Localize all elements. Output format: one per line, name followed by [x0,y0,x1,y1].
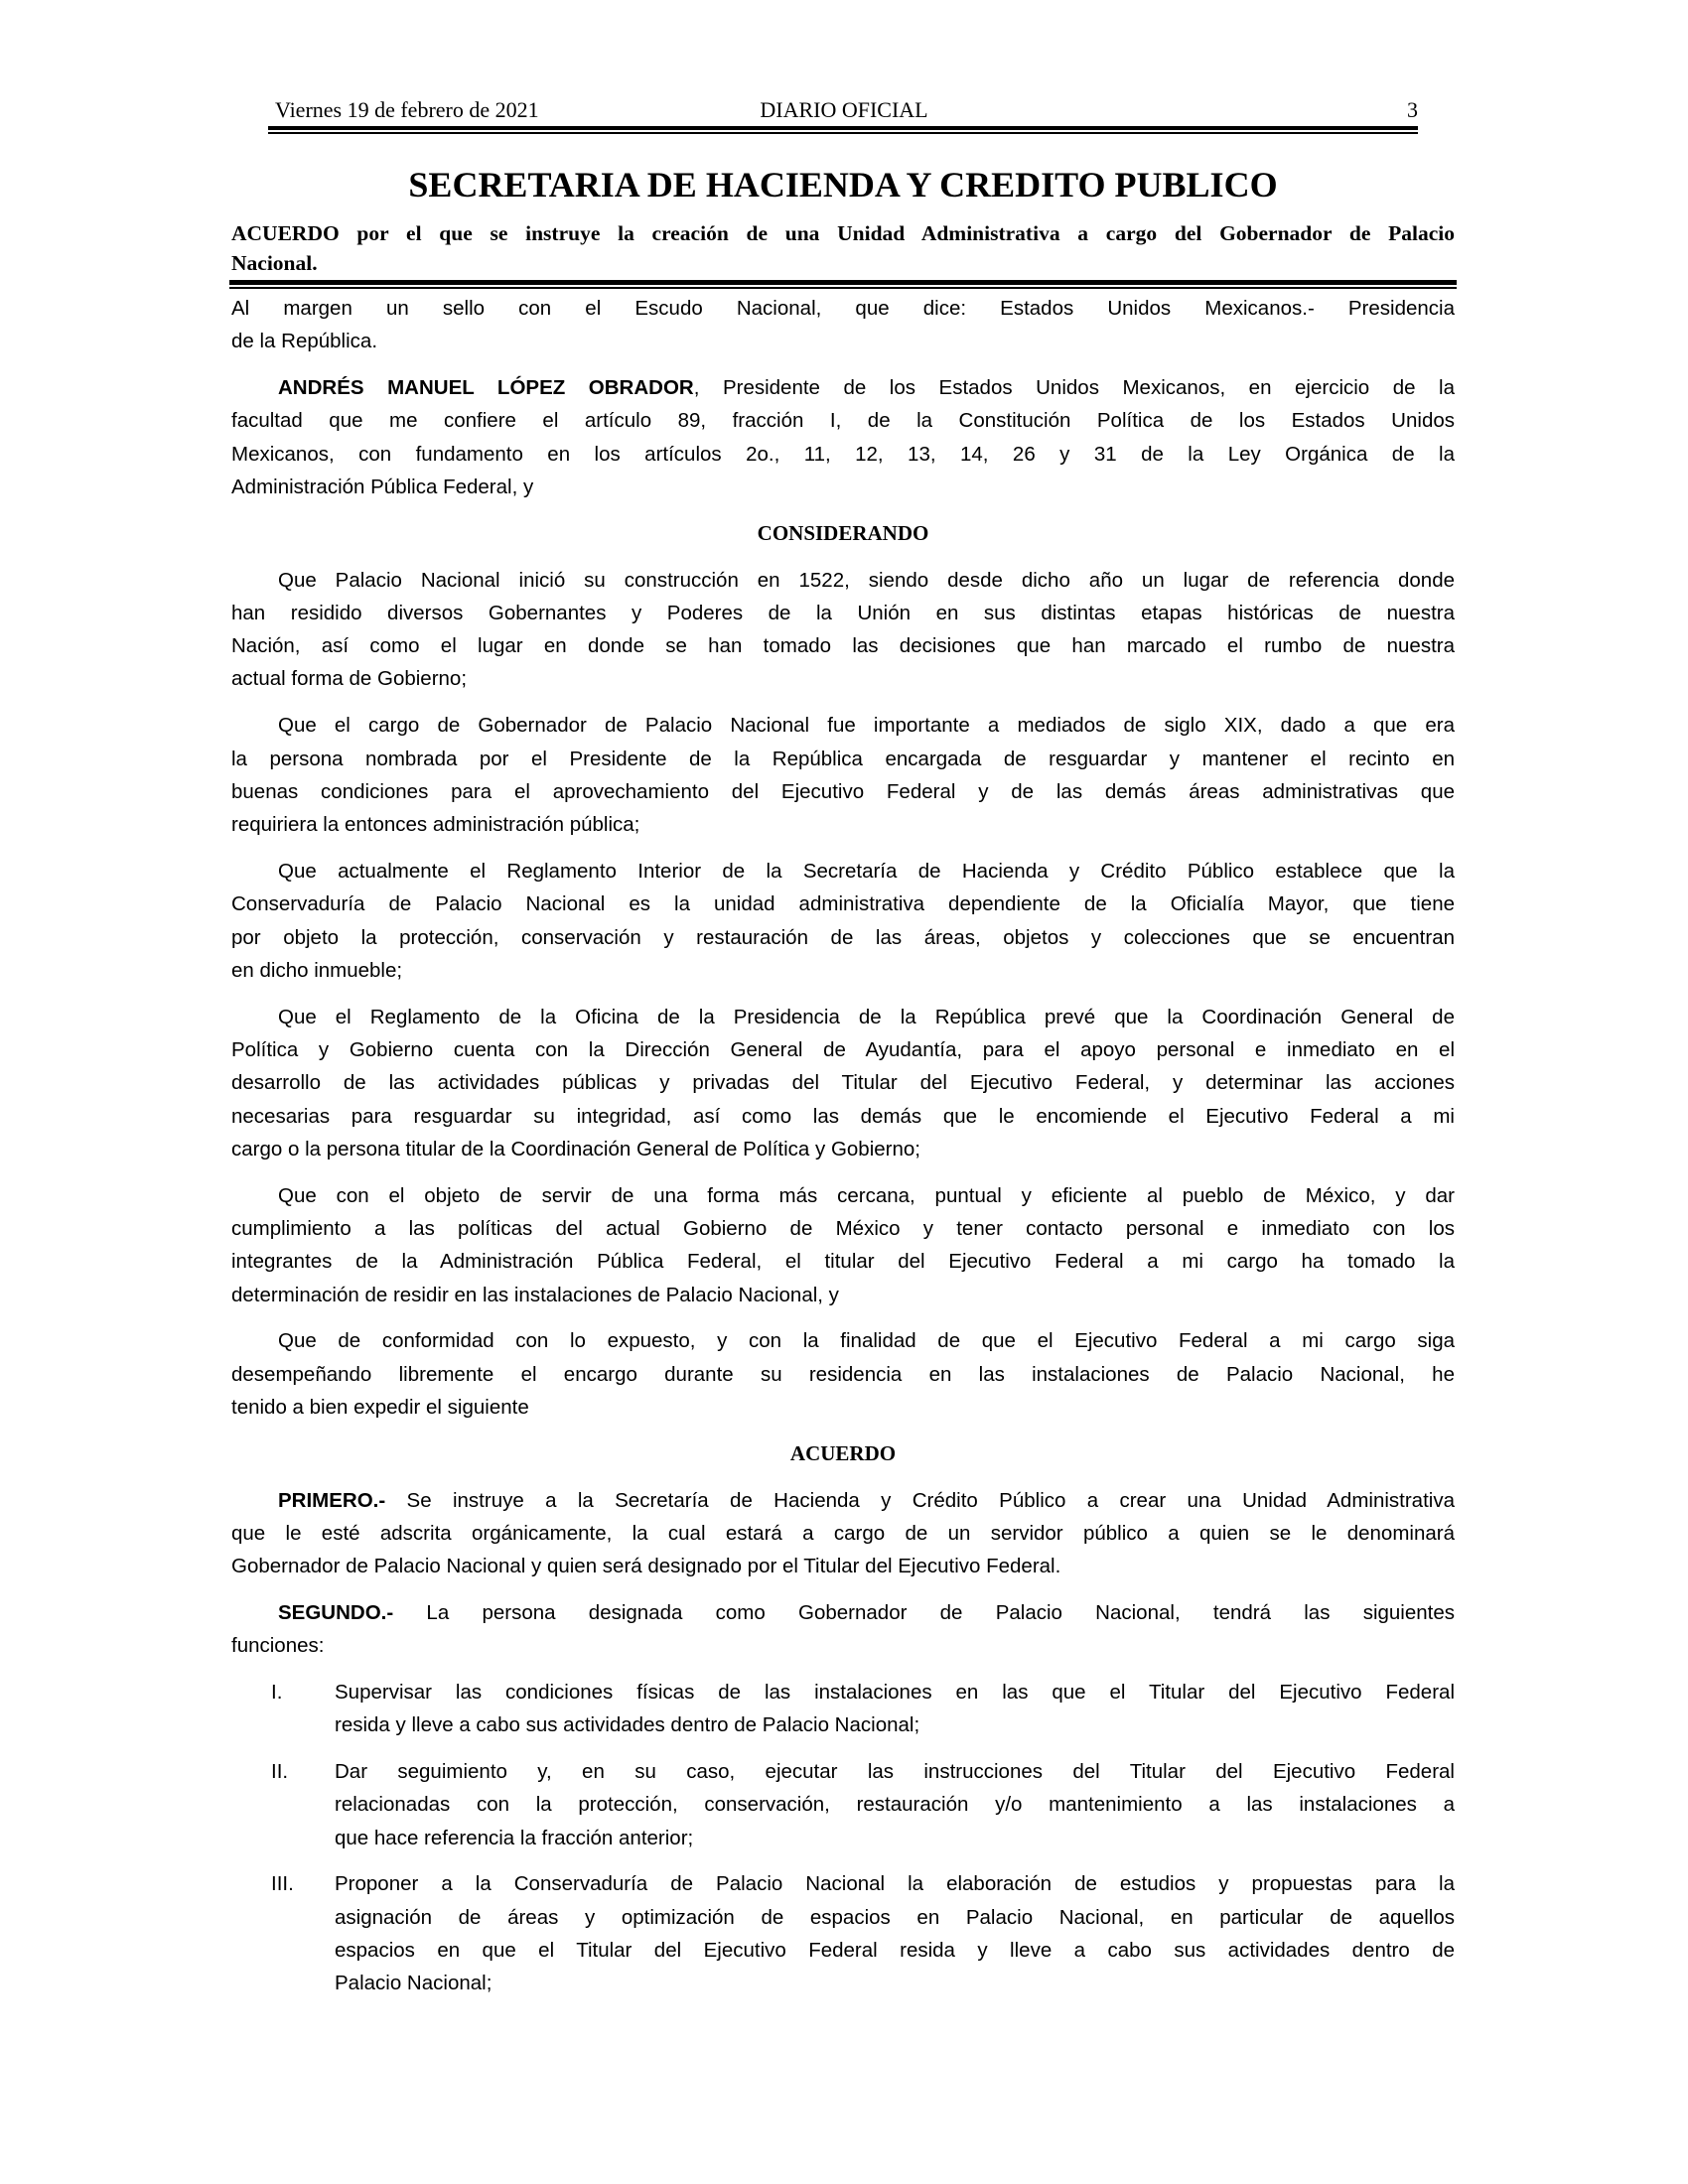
text-line: Gobernador de Palacio Nacional y quien será designado por el Titular del Ejecutivo Federal. [231,1555,1061,1578]
text-run: La persona designada como Gobernador de Palacio Nacional, tendrá las siguientes [393,1600,1455,1624]
text-line: Que de conformidad con lo expuesto, y con la finalidad de que el Ejecutivo Federal a mi cargo siga [278,1329,1455,1353]
text-line: Palacio Nacional; [335,1972,492,1995]
text-line: requiriera la entonces administración pública; [231,813,640,837]
text-line: de la República. [231,330,378,353]
publication-name: DIARIO OFICIAL [760,97,928,122]
text-line: en dicho inmueble; [231,958,403,982]
text-line: Conservaduría de Palacio Nacional es la unidad administrativa dependiente de la Oficialía Mayor, que tiene [231,892,1455,916]
section-title: SECRETARIA DE HACIENDA Y CREDITO PUBLICO [408,165,1278,205]
text-line: actual forma de Gobierno; [231,667,468,691]
fraction-number: I. [271,1680,283,1704]
text-line: la persona nombrada por el Presidente de la República encargada de resguardar y mantener el recinto en [231,747,1455,770]
text-line: Que el Reglamento de la Oficina de la Presidencia de la República prevé que la Coordinación General de [278,1005,1455,1028]
rule-thin-line [268,132,1418,134]
document-body [231,292,1455,2013]
fraction-item [231,1867,1455,1999]
rule-thin-line [229,287,1457,289]
fraction-item [231,1676,1455,1742]
text-line: buenas condiciones para el aprovechamiento del Ejecutivo Federal y de las demás áreas administrativas que [231,779,1455,803]
text-line: Administración Pública Federal, y [231,475,534,498]
title-double-rule [229,280,1457,290]
president-name: ANDRÉS MANUEL LÓPEZ OBRADOR [278,376,694,400]
text-line: Que actualmente el Reglamento Interior de la Secretaría de Hacienda y Crédito Público establece que la [278,859,1455,883]
fraction-number: II. [271,1760,289,1784]
text-run: Se instruye a la Secretaría de Hacienda y Crédito Público a crear una Unidad Administrativa [385,1488,1455,1512]
text-line: Al margen un sello con el Escudo Nacional, que dice: Estados Unidos Mexicanos.- Presidencia [231,297,1455,320]
text-line: determinación de residir en las instalaciones de Palacio Nacional, y [231,1283,839,1306]
article-primero [231,1484,1455,1583]
text-line: necesarias para resguardar su integridad, así como las demás que le encomiende el Ejecutivo Federal a mi [231,1104,1455,1128]
text-line: Que el cargo de Gobernador de Palacio Nacional fue importante a mediados de siglo XIX, dado a que era [278,714,1455,738]
text-line: cargo o la persona titular de la Coordinación General de Política y Gobierno; [231,1137,920,1160]
considerando-heading: CONSIDERANDO [757,520,929,545]
running-header [270,95,1418,125]
text-line: Política y Gobierno cuenta con la Dirección General de Ayudantía, para el apoyo personal e inmediato en el [231,1037,1455,1061]
preamble [231,371,1455,503]
seal-note [231,292,1455,358]
text-line: Proponer a la Conservaduría de Palacio Nacional la elaboración de estudios y propuestas para la [335,1872,1455,1896]
acuerdo-heading: ACUERDO [789,1440,897,1465]
text-line: facultad que me confiere el artículo 89, fracción I, de la Constitución Política de los Estados Unidos [231,409,1455,433]
text-line: Que Palacio Nacional inició su construcción en 1522, siendo desde dicho año un lugar de referencia donde [278,568,1455,592]
text-line: han residido diversos Gobernantes y Poderes de la Unión en sus distintas etapas históricas de nuestra [231,601,1455,624]
issue-date: Viernes 19 de febrero de 2021 [275,97,539,122]
rule-thick-line [229,280,1457,285]
text-line: desarrollo de las actividades públicas y privadas del Titular del Ejecutivo Federal, y determinar las acciones [231,1071,1455,1095]
header-double-rule [268,126,1418,135]
text-line: espacios en que el Titular del Ejecutivo Federal resida y lleve a cabo sus actividades dentro de [335,1939,1455,1963]
text-line: relacionadas con la protección, conservación, restauración y/o mantenimiento a las instalaciones a [335,1793,1455,1817]
fraction-item [231,1755,1455,1854]
decree-title-line: Nacional. [231,251,318,275]
text-line: Dar seguimiento y, en su caso, ejecutar las instrucciones del Titular del Ejecutivo Federal [335,1760,1455,1784]
considerando-paragraph [231,1179,1455,1311]
text-line: tenido a bien expedir el siguiente [231,1395,529,1419]
text-line [231,1596,1455,1629]
text-line: funciones: [231,1634,325,1658]
article-label: SEGUNDO.- [278,1600,394,1624]
page-number: 3 [1407,97,1418,122]
text-line: Supervisar las condiciones físicas de las instalaciones en las que el Titular del Ejecutivo Federal [335,1680,1455,1704]
considerando-paragraph [231,1324,1455,1424]
text-line [231,371,1455,404]
article-segundo [231,1596,1455,1663]
text-line: cumplimiento a las políticas del actual Gobierno de México y tener contacto personal e inmediato con los [231,1216,1455,1240]
fraction-number: III. [271,1872,294,1896]
text-line: integrantes de la Administración Pública Federal, el titular del Ejecutivo Federal a mi cargo ha tomado la [231,1250,1455,1274]
text-line: Nación, así como el lugar en donde se han tomado las decisiones que han marcado el rumbo de nuestra [231,634,1455,658]
text-line: asignación de áreas y optimización de espacios en Palacio Nacional, en particular de aquellos [335,1905,1455,1929]
text-line: resida y lleve a cabo sus actividades dentro de Palacio Nacional; [335,1713,920,1737]
rule-thick-line [268,126,1418,130]
decree-title-line: ACUERDO por el que se instruye la creación de una Unidad Administrativa a cargo del Gobernador de Palacio [231,221,1455,245]
considerando-paragraph [231,855,1455,987]
article-label: PRIMERO.- [278,1488,386,1512]
decree-title [231,218,1455,278]
text-line: que hace referencia la fracción anterior; [335,1826,694,1849]
considerando-paragraph [231,564,1455,696]
text-line: Mexicanos, con fundamento en los artículos 2o., 11, 12, 13, 14, 26 y 31 de la Ley Orgánica de la [231,442,1455,466]
text-run: , Presidente de los Estados Unidos Mexicanos, en ejercicio de la [693,376,1456,400]
text-line: desempeñando libremente el encargo durante su residencia en las instalaciones de Palacio Nacional, he [231,1362,1455,1386]
text-line: por objeto la protección, conservación y restauración de las áreas, objetos y colecciones que se encuentran [231,925,1455,949]
text-line: que le esté adscrita orgánicamente, la cual estará a cargo de un servidor público a quien se le denominará [231,1521,1455,1545]
considerando-paragraph [231,709,1455,841]
text-line: Que con el objeto de servir de una forma más cercana, puntual y eficiente al pueblo de México, y dar [278,1183,1455,1207]
text-line [231,1484,1455,1517]
considerando-paragraph [231,1001,1455,1165]
